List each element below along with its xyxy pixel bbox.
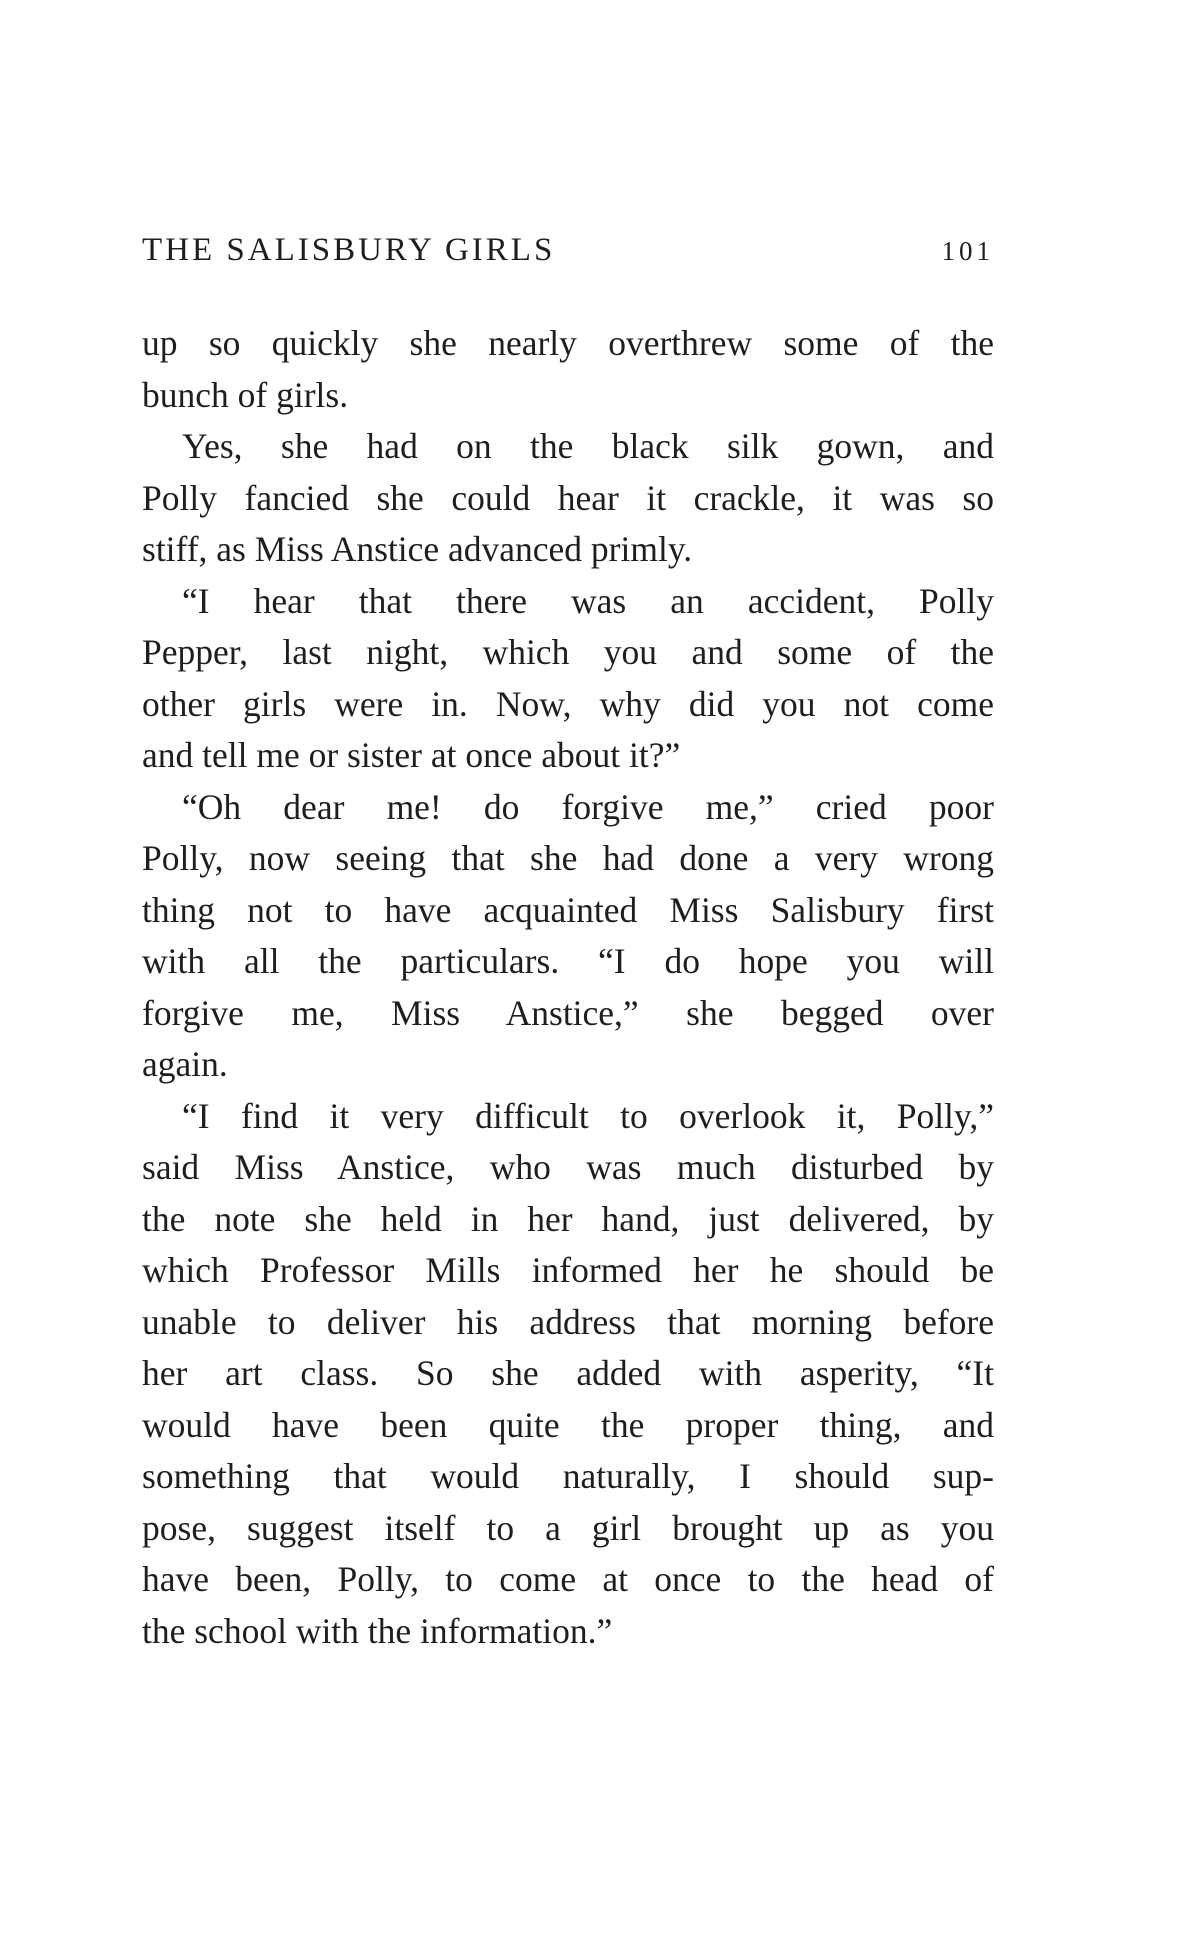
text-line: forgive me, Miss Anstice,” she begged over <box>142 992 994 1033</box>
paragraph-4 <box>142 782 994 1091</box>
paragraph-3 <box>142 576 994 782</box>
body-text <box>142 318 994 1657</box>
text-line: “Oh dear me! do forgive me,” cried poor <box>182 786 994 827</box>
text-line: “I hear that there was an accident, Polly <box>182 580 994 621</box>
text-line: Polly, now seeing that she had done a very wrong <box>142 838 994 878</box>
text-line: bunch of girls. <box>142 374 349 415</box>
text-line: something that would naturally, I should sup- <box>142 1456 994 1496</box>
running-title: THE SALISBURY GIRLS <box>142 232 556 268</box>
text-line: said Miss Anstice, who was much disturbed by <box>142 1147 994 1187</box>
text-line: Polly fancied she could hear it crackle, it was so <box>142 477 994 518</box>
text-line: stiff, as Miss Anstice advanced primly. <box>142 529 693 569</box>
text-line: Yes, she had on the black silk gown, and <box>182 426 994 466</box>
paragraph-1 <box>142 318 994 421</box>
text-line: up so quickly she nearly overthrew some of the <box>142 323 994 363</box>
paragraph-5 <box>142 1091 994 1658</box>
text-line: again. <box>142 1044 228 1084</box>
text-line: which Professor Mills informed her he should be <box>142 1250 994 1290</box>
text-line: have been, Polly, to come at once to the head of <box>142 1559 994 1599</box>
text-line: Pepper, last night, which you and some of the <box>142 632 994 672</box>
text-line: the school with the information.” <box>142 1610 613 1651</box>
text-line: unable to deliver his address that morning before <box>142 1301 994 1342</box>
paragraph-2 <box>142 421 994 576</box>
text-line: would have been quite the proper thing, and <box>142 1404 994 1445</box>
text-line: the note she held in her hand, just delivered, by <box>142 1198 994 1239</box>
text-line: other girls were in. Now, why did you not come <box>142 683 994 724</box>
running-head <box>142 232 994 282</box>
text-line: and tell me or sister at once about it?” <box>142 735 681 775</box>
text-line: “I find it very difficult to overlook it, Polly,” <box>182 1095 994 1136</box>
text-line: pose, suggest itself to a girl brought up as you <box>142 1507 994 1548</box>
text-line: with all the particulars. “I do hope you will <box>142 941 994 981</box>
text-line: thing not to have acquainted Miss Salisbury first <box>142 889 994 930</box>
text-line: her art class. So she added with asperity, “It <box>142 1353 994 1393</box>
page-number: 101 <box>941 236 994 266</box>
